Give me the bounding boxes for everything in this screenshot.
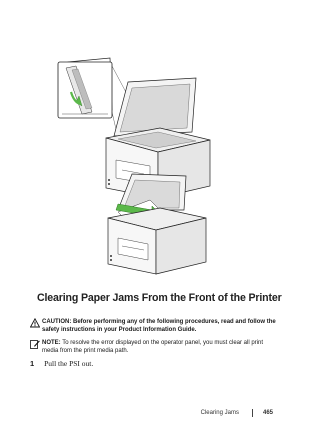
note-text: To resolve the error displayed on the operator panel, you must clear all print media from the print media path. <box>42 340 264 355</box>
footer-divider <box>252 409 253 417</box>
page-footer <box>201 409 273 417</box>
step-number: 1 <box>30 359 35 368</box>
paper-jam-removal-illustration <box>0 170 300 280</box>
caution-label: CAUTION: <box>42 319 72 325</box>
page-number: 465 <box>262 410 273 416</box>
printer-body-2 <box>108 208 206 274</box>
note-label: NOTE: <box>42 340 61 346</box>
note-pencil-icon <box>30 339 40 349</box>
zoom-callout <box>58 58 112 118</box>
step-item <box>30 359 93 368</box>
caution-text: Before performing any of the following procedures, read and follow the safety instructions in your Product Information Guide. <box>42 319 276 334</box>
section-title: Clearing Paper Jams From the Front of the Printer <box>37 292 282 304</box>
step-text: Pull the PSI out. <box>44 359 94 368</box>
footer-section-name: Clearing Jams <box>200 410 239 416</box>
scanner-lid <box>114 78 196 136</box>
caution-triangle-icon <box>30 318 40 328</box>
